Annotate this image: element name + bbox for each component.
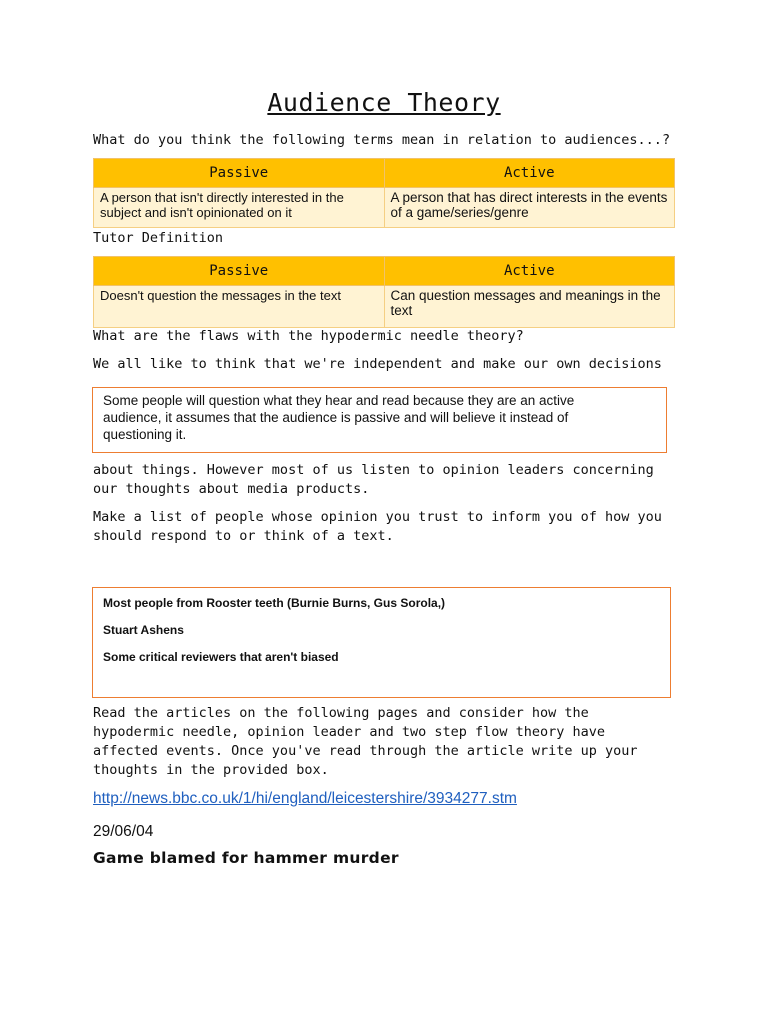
answer-text: Some people will question what they hear and read because they are an active audience, it assumes that the audience is passive and will believe it instead of questioning it. [103,393,575,442]
paragraph-independence-end: about things. However most of us listen to opinion leaders concerning our thoughts about media products. [93,462,654,497]
active-definition-cell: A person that has direct interests in the events of a game/series/genre [384,188,675,228]
passive-tutor-cell: Doesn't question the messages in the text [94,286,385,328]
header-passive: Passive [94,159,385,188]
tutor-definitions-table [93,256,675,328]
answer-line: Stuart Ashens [103,623,184,637]
active-tutor-cell: Can question messages and meanings in the text [384,286,675,328]
paragraph-instructions: Read the articles on the following pages and consider how the hypodermic needle, opinion leader and two step flow theory have affected events. Once you've read through the article write up your thoughts in the provided box. [93,705,638,778]
passive-definition-cell: A person that isn't directly interested in the subject and isn't opinionated on it [94,188,385,228]
answer-line: Most people from Rooster teeth (Burnie Burns, Gus Sorola,) [103,596,446,610]
header-active: Active [384,159,675,188]
answer-box-trusted-people[interactable] [92,587,671,698]
article-headline: Game blamed for hammer murder [93,849,399,867]
header-active: Active [384,257,675,286]
article-date: 29/06/04 [93,823,154,840]
answer-line: Some critical reviewers that aren't biased [103,650,339,664]
answer-box-flaws[interactable] [92,387,667,453]
question-trusted-opinions: Make a list of people whose opinion you trust to inform you of how you should respond to or think of a text. [93,509,662,544]
page-title: Audience Theory [267,88,501,117]
paragraph-independence-start: We all like to think that we're independent and make our own decisions [93,356,662,372]
question-hypodermic-flaws: What are the flaws with the hypodermic needle theory? [93,328,524,344]
header-passive: Passive [94,257,385,286]
question-audience-terms: What do you think the following terms mean in relation to audiences...? [93,132,671,148]
tutor-definition-label: Tutor Definition [93,230,224,246]
bbc-article-link[interactable]: http://news.bbc.co.uk/1/hi/england/leicestershire/3934277.stm [93,790,517,807]
student-definitions-table [93,158,675,228]
